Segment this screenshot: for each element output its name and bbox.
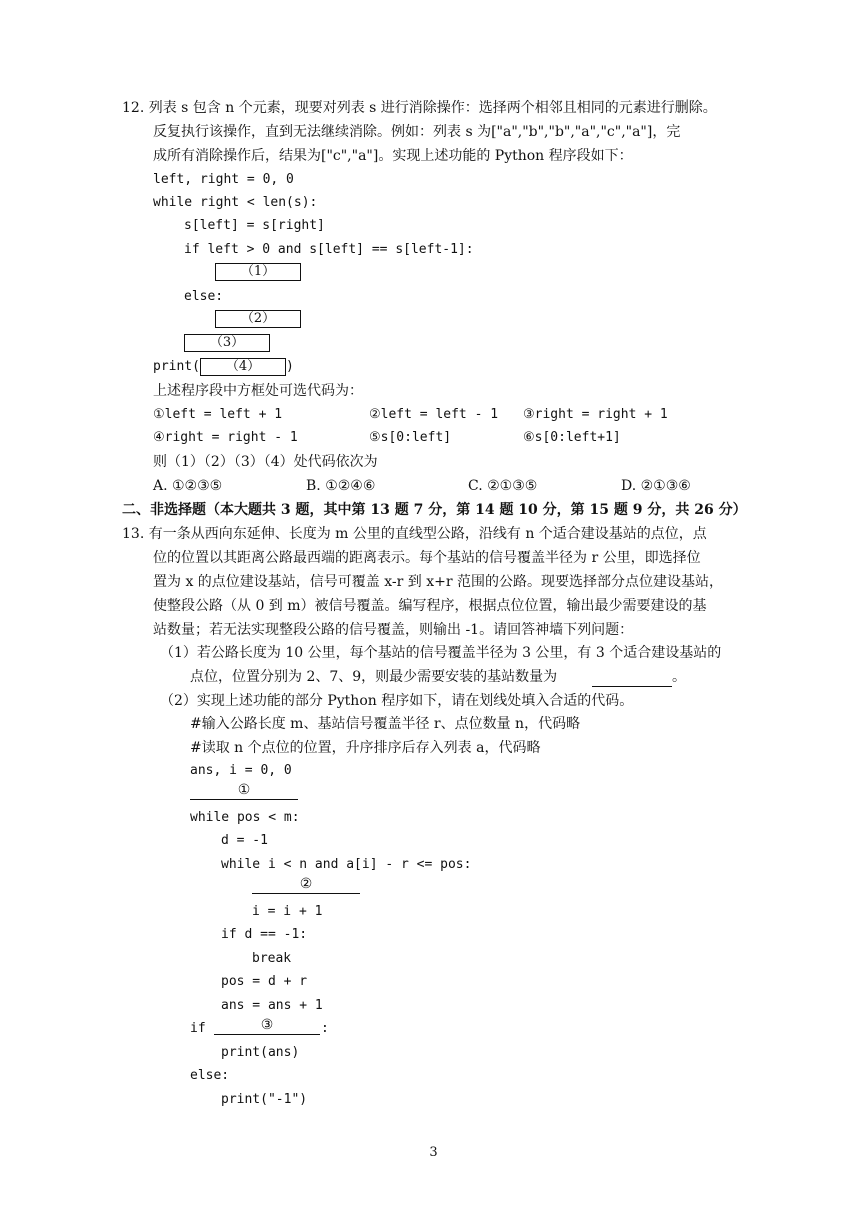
q13-code-line-14: else: (190, 1068, 230, 1083)
q13-code-line-7: i = i + 1 (252, 904, 323, 919)
q13-line-1: 13. 有一条从西向东延伸、长度为 m 公里的直线型公路，沿线有 n 个适合建设基站的点位，点 (122, 526, 707, 542)
q13-line-5: 站数量；若无法实现整段公路的信号覆盖，则输出 -1。请回答神墙下列问题： (153, 622, 634, 638)
q13-code-line-4: while pos < m: (190, 810, 300, 825)
q13-code-line-6: while i < n and a[i] - r <= pos: (221, 857, 472, 872)
q13-code-if-colon: : (321, 1021, 329, 1036)
q13-code-line-15: print("-1") (221, 1092, 308, 1107)
q12-line-3: 成所有消除操作后，结果为["c","a"]。实现上述功能的 Python 程序段如下： (153, 148, 633, 164)
section-2-title: 二、非选择题（本大题共 3 题，其中第 13 题 7 分，第 14 题 10 分，第 15 题 9 分，共 26 分） (122, 502, 747, 518)
q12-blank-box-2: （2） (215, 310, 301, 328)
q12-option-1: ①left = left + 1 (153, 407, 283, 422)
q12-print-open: print( (153, 359, 200, 374)
q13-line-3: 置为 x 的点位建设基站，信号可覆盖 x-r 到 x+r 范围的公路。现要选择部分点位建设基站， (153, 574, 723, 590)
q13-line-4: 使整段公路（从 0 到 m）被信号覆盖。编写程序，根据点位位置，输出最少需要建设的基 (153, 598, 707, 614)
q12-options-intro: 上述程序段中方框处可选代码为： (153, 383, 363, 399)
q13-sub1-end: 。 (672, 669, 686, 685)
q13-code-comment-2: #读取 n 个点位的位置，升序排序后存入列表 a，代码略 (190, 740, 541, 756)
q12-option-4: ④right = right - 1 (153, 430, 298, 445)
q12-line-2: 反复执行该操作，直到无法继续消除。例如：列表 s 为["a","b","b","a","c","a"]，完 (153, 124, 681, 140)
q12-line-1: 12. 列表 s 包含 n 个元素，现要对列表 s 进行消除操作：选择两个相邻且相同的元素进行删除。 (122, 100, 717, 116)
q12-print-close: ) (286, 359, 294, 374)
q12-code-line-5: else: (184, 289, 224, 304)
q13-sub2-intro: （2）实现上述功能的部分 Python 程序如下，请在划线处填入合适的代码。 (160, 693, 634, 709)
q12-blank-box-3: （3） (184, 334, 270, 352)
q12-blank-box-1: （1） (215, 263, 301, 281)
q12-option-6: ⑥s[0:left+1] (523, 430, 621, 445)
q12-question: 则（1）（2）（3）（4）处代码依次为 (153, 454, 378, 470)
q13-sub1-line-2: 点位，位置分别为 2、7、9，则最少需要安装的基站数量为 (190, 669, 558, 685)
q12-option-3: ③right = right + 1 (523, 407, 668, 422)
q13-sub1-answer-blank[interactable] (592, 669, 672, 687)
q13-blank-2[interactable]: ② (252, 876, 360, 894)
q12-blank-box-4: （4） (200, 358, 286, 376)
q12-code-line-2: while right < len(s): (153, 195, 318, 210)
q13-code-if: if (190, 1021, 206, 1036)
q12-code-line-1: left, right = 0, 0 (153, 172, 294, 187)
q12-option-5: ⑤s[0:left] (369, 430, 452, 445)
q13-code-line-3: ans, i = 0, 0 (190, 763, 292, 778)
q12-option-2: ②left = left - 1 (369, 407, 499, 422)
q12-code-line-4: if left > 0 and s[left] == s[left-1]: (184, 242, 474, 257)
q12-choice-c: C. ②①③⑤ (468, 478, 538, 494)
q13-code-line-10: pos = d + r (221, 974, 308, 989)
q13-code-line-11: ans = ans + 1 (221, 998, 323, 1013)
q13-code-line-9: break (252, 951, 292, 966)
q13-line-2: 位的位置以其距离公路最西端的距离表示。每个基站的信号覆盖半径为 r 公里，即选择位 (153, 550, 701, 566)
q13-code-comment-1: #输入公路长度 m、基站信号覆盖半径 r、点位数量 n，代码略 (190, 716, 581, 732)
q12-code-line-3: s[left] = s[right] (184, 218, 325, 233)
q13-blank-1[interactable]: ① (190, 782, 298, 800)
q13-blank-3[interactable]: ③ (214, 1017, 320, 1035)
q13-code-line-13: print(ans) (221, 1045, 300, 1060)
q12-choice-d: D. ②①③⑥ (621, 478, 691, 494)
q12-choice-a: A. ①②③⑤ (153, 478, 223, 494)
q12-choice-b: B. ①②④⑥ (306, 478, 376, 494)
q13-code-line-8: if d == -1: (221, 927, 308, 942)
page-number: 3 (429, 1145, 438, 1160)
q13-sub1-line-1: （1）若公路长度为 10 公里，每个基站的信号覆盖半径为 3 公里，有 3 个适合建设基站的 (160, 645, 722, 661)
q13-code-line-5: d = -1 (221, 833, 268, 848)
